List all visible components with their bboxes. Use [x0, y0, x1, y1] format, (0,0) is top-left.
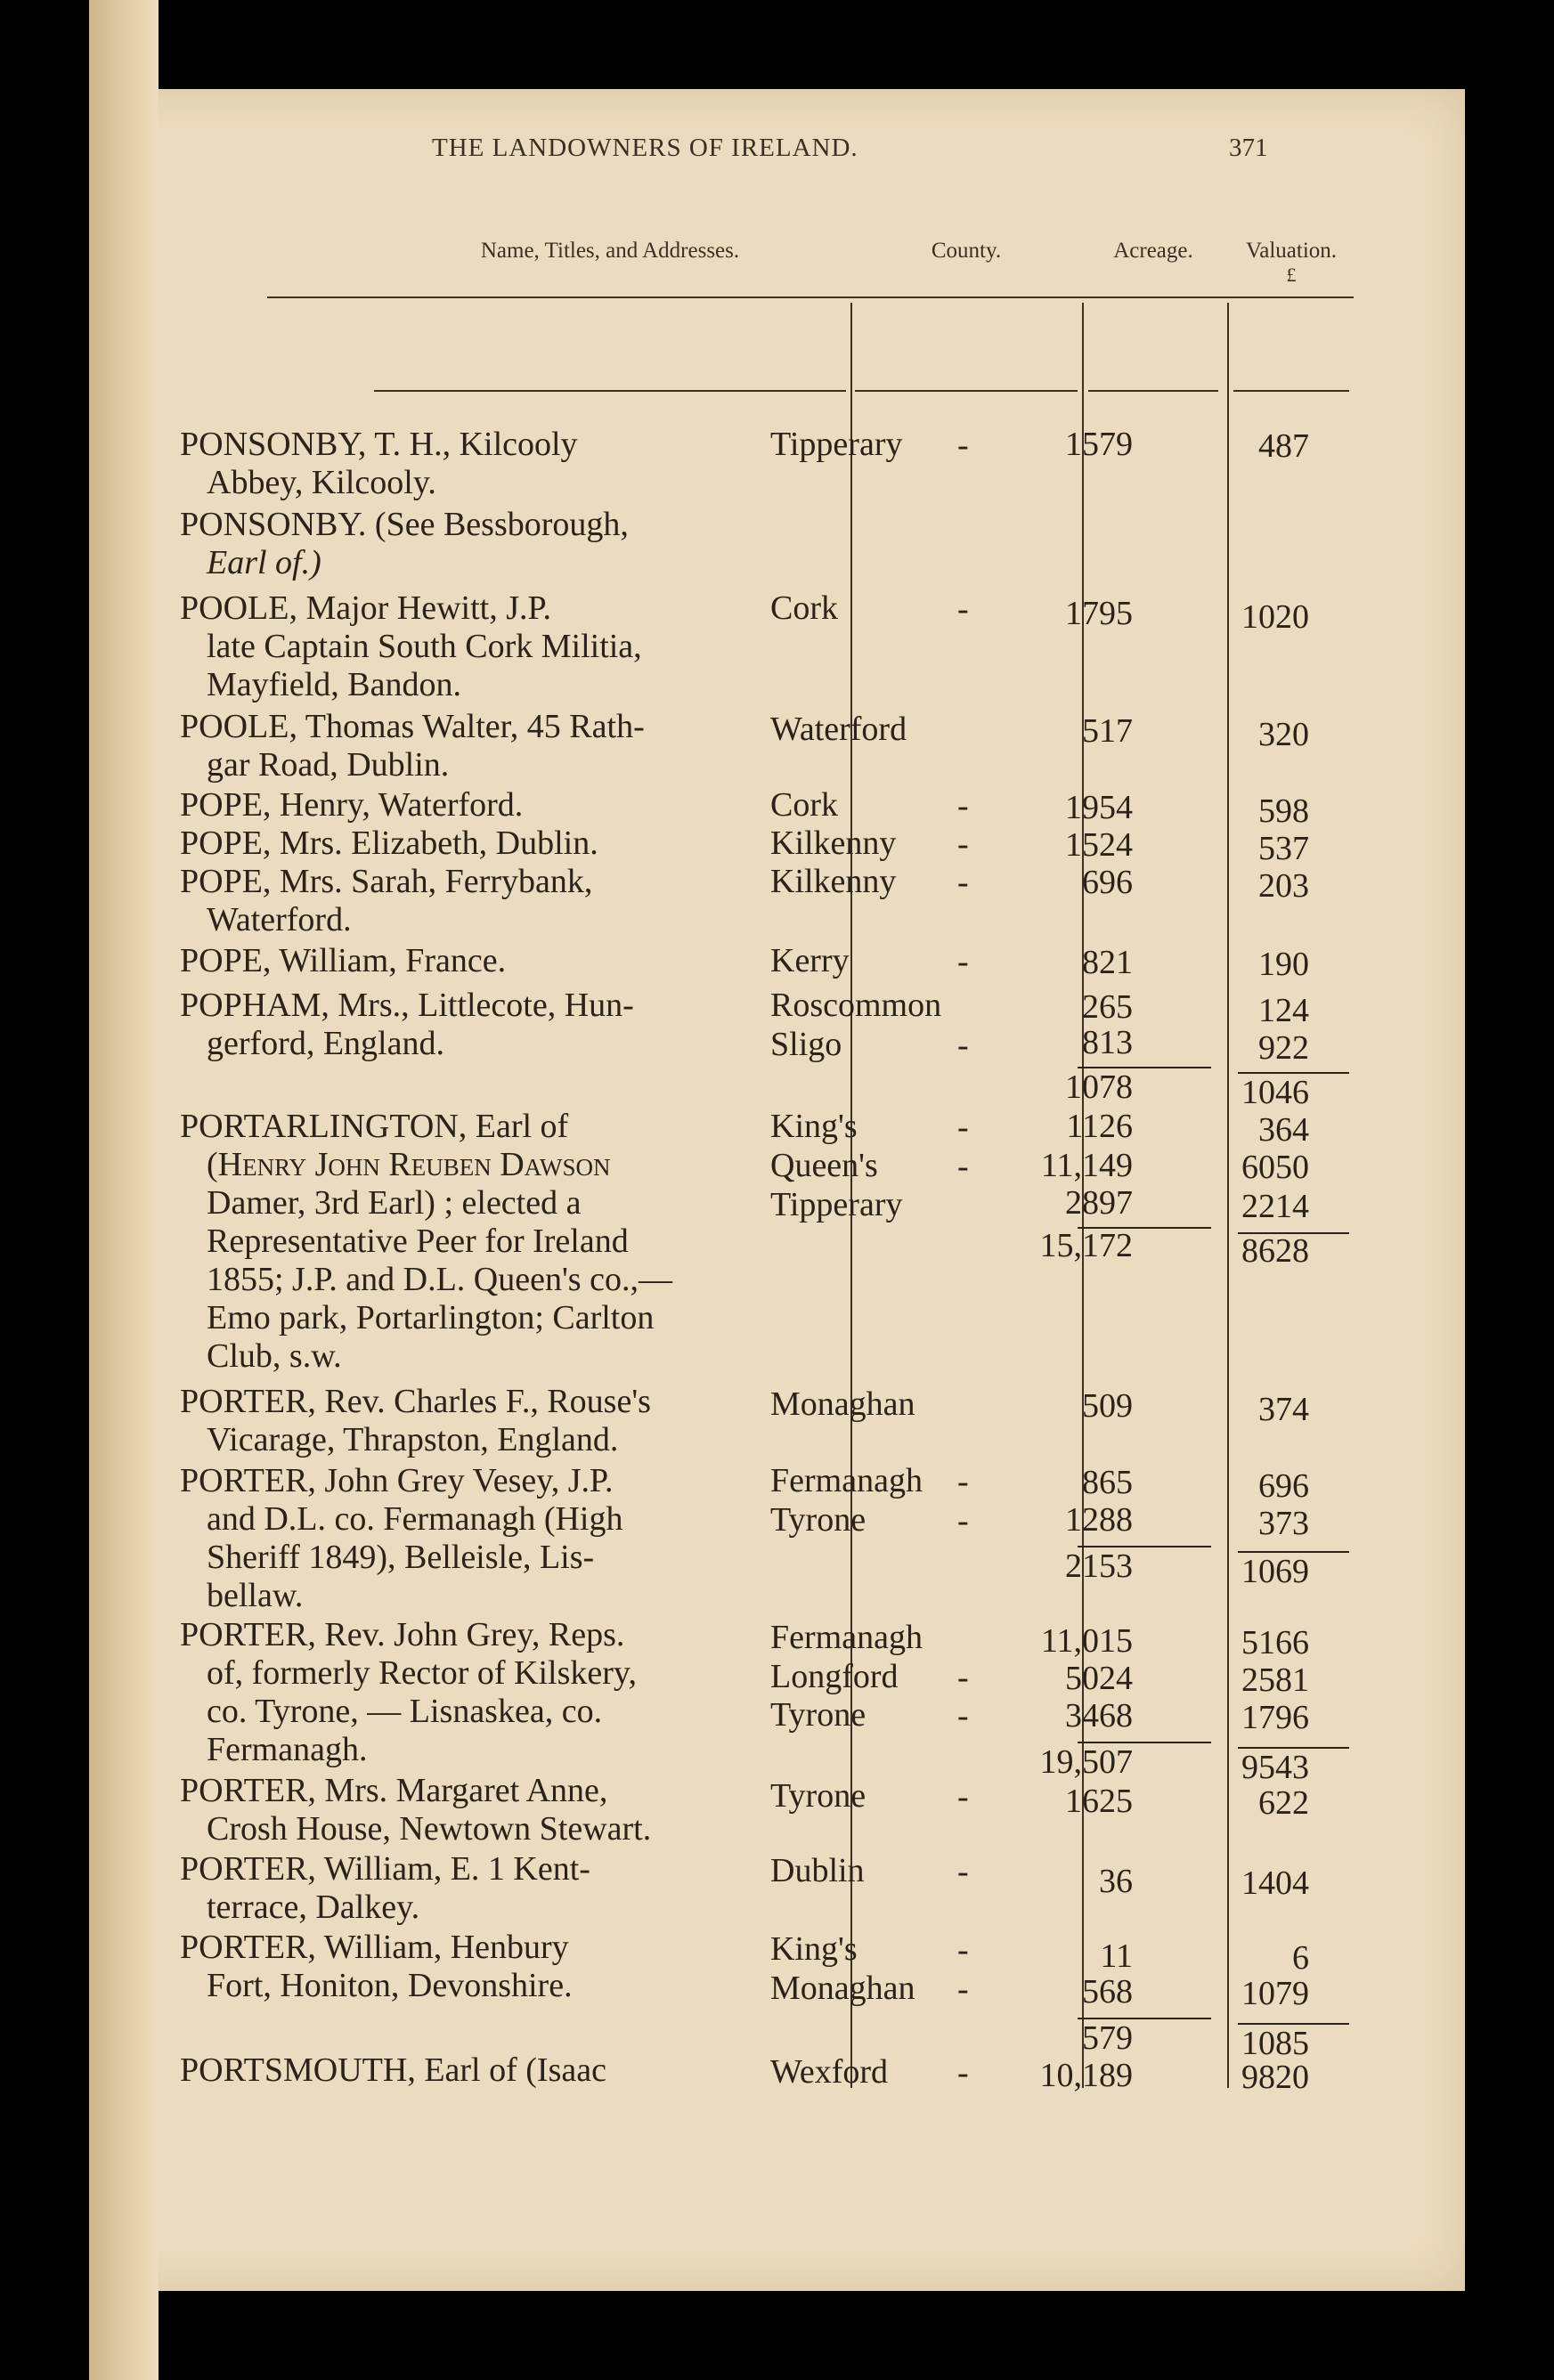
dash: -	[957, 1109, 969, 1146]
entry-valuation: 364	[1258, 1111, 1309, 1149]
entry-acreage: 865	[1082, 1464, 1133, 1501]
entry-valuation: 6050	[1241, 1149, 1309, 1186]
entry-total-valuation: 1069	[1241, 1553, 1309, 1590]
entry-valuation: 696	[1258, 1467, 1309, 1505]
entry-acreage: 696	[1082, 864, 1133, 901]
entry-county: Wexford	[770, 2053, 888, 2091]
dash: -	[957, 426, 969, 464]
entry-county: Dublin	[770, 1852, 865, 1889]
entry-name: POPE, Mrs. Sarah, Ferrybank, Waterford.	[180, 863, 593, 938]
entry-total-acreage: 1078	[1065, 1068, 1133, 1106]
entry-county: King's	[770, 1930, 858, 1968]
entry-acreage: 1795	[1065, 595, 1133, 632]
page-number: 371	[1229, 134, 1268, 162]
entry-name: POPE, Henry, Waterford.	[180, 786, 524, 824]
entry-name: POOLE, Thomas Walter, 45 Rath- gar Road, Dublin.	[180, 708, 645, 784]
entry-valuation: 374	[1258, 1391, 1309, 1428]
entry-name: PONSONBY, T. H., Kilcooly Abbey, Kilcooly.	[180, 426, 578, 501]
entry-acreage: 1579	[1065, 426, 1133, 463]
entry-acreage: 3468	[1065, 1697, 1133, 1734]
page-gutter	[89, 0, 159, 2380]
entry-acreage: 1288	[1065, 1501, 1133, 1539]
dash: -	[957, 1931, 969, 1969]
entry-valuation: 598	[1258, 792, 1309, 830]
entry-county: Tyrone	[770, 1501, 866, 1539]
running-header: THE LANDOWNERS OF IRELAND.	[432, 134, 858, 162]
entry-county: Cork	[770, 786, 838, 824]
entry-valuation: 320	[1258, 716, 1309, 753]
entry-acreage: 2897	[1065, 1184, 1133, 1222]
entry-county: Tipperary	[770, 426, 903, 463]
entry-valuation: 2214	[1241, 1188, 1309, 1225]
column-header-county: County.	[931, 239, 1002, 263]
entry-valuation: 6	[1292, 1939, 1309, 1977]
entry-total-acreage: 19,507	[1039, 1743, 1133, 1781]
dash: -	[957, 1778, 969, 1815]
entry-name: POPE, William, France.	[180, 942, 507, 979]
dash: -	[957, 1970, 969, 2008]
entry-valuation: 1404	[1241, 1864, 1309, 1902]
entry-acreage: 1126	[1066, 1108, 1133, 1145]
entry-acreage: 1524	[1065, 826, 1133, 864]
entry-acreage: 265	[1082, 988, 1133, 1026]
header-underline-county	[855, 390, 1078, 392]
entry-name: PORTER, Rev. Charles F., Rouse's Vicarage, Thrapston, England.	[180, 1383, 651, 1458]
entry-acreage: 509	[1082, 1387, 1133, 1425]
entry-acreage: 11,015	[1040, 1622, 1133, 1660]
entry-county: Cork	[770, 589, 838, 627]
entry-county: Sligo	[770, 1026, 842, 1063]
entry-name: PORTER, William, Henbury Fort, Honiton, Devonshire.	[180, 1929, 573, 2004]
entry-county: Kerry	[770, 942, 850, 979]
entry-county: Tyrone	[770, 1696, 866, 1734]
entry-valuation: 190	[1258, 946, 1309, 983]
entry-name: PORTER, Rev. John Grey, Reps. of, formerly Rector of Kilskery, co. Tyrone, — Lisnaskea, co. Fermanagh.	[180, 1616, 637, 1768]
entry-total-acreage: 579	[1082, 2019, 1133, 2057]
entry-acreage: 821	[1082, 944, 1133, 981]
column-header-acreage: Acreage.	[1113, 239, 1193, 263]
entry-total-valuation: 8628	[1241, 1232, 1309, 1270]
entry-name: POPE, Mrs. Elizabeth, Dublin.	[180, 824, 598, 862]
entry-county: Kilkenny	[770, 863, 897, 900]
dash: -	[957, 1148, 969, 1185]
dash: -	[957, 1502, 969, 1539]
entry-total-valuation: 1085	[1241, 2025, 1309, 2062]
entry-acreage: 11	[1100, 1937, 1133, 1975]
entry-total-valuation: 9543	[1241, 1749, 1309, 1786]
entry-acreage: 10,189	[1039, 2057, 1133, 2094]
entry-valuation: 1079	[1241, 1975, 1309, 2012]
entry-county: Tyrone	[770, 1777, 866, 1815]
dash: -	[957, 1463, 969, 1500]
entry-valuation: 1796	[1241, 1699, 1309, 1736]
dash: -	[957, 1027, 969, 1064]
entry-name: PORTARLINGTON, Earl of (Henry John Reuben Dawson Damer, 3rd Earl) ; elected a Representative Peer for Ireland 1855; J.P. and D.L. Queen's co.,— Emo park, Portarlington; Carlton Club, s.w.	[180, 1108, 672, 1375]
entry-county: Monaghan	[770, 1385, 915, 1423]
entry-valuation: 622	[1258, 1784, 1309, 1822]
entry-county: Kilkenny	[770, 824, 897, 862]
entry-county: Monaghan	[770, 1970, 915, 2007]
entry-valuation: 203	[1258, 867, 1309, 905]
dash: -	[957, 2054, 969, 2092]
entry-county: Waterford	[770, 711, 907, 748]
entry-acreage: 568	[1082, 1973, 1133, 2010]
entry-acreage: 5024	[1065, 1660, 1133, 1697]
column-header-valuation: Valuation.	[1245, 239, 1338, 263]
dash: -	[957, 1697, 969, 1734]
entry-name: PONSONBY. (See Bessborough, Earl of.)	[180, 506, 629, 581]
entry-valuation: 124	[1258, 992, 1309, 1029]
entry-total-acreage: 2153	[1065, 1547, 1133, 1585]
entry-county: Fermanagh	[770, 1619, 923, 1656]
header-underline-name	[374, 390, 846, 392]
table-top-rule	[267, 296, 1354, 298]
entry-name: POPHAM, Mrs., Littlecote, Hun- gerford, England.	[180, 987, 634, 1062]
entry-name: PORTER, Mrs. Margaret Anne, Crosh House, Newtown Stewart.	[180, 1772, 652, 1848]
entry-county: Queen's	[770, 1147, 878, 1184]
entry-valuation: 922	[1258, 1029, 1309, 1067]
entry-valuation: 487	[1258, 427, 1309, 465]
entry-acreage: 517	[1082, 712, 1133, 750]
entry-valuation: 2581	[1241, 1661, 1309, 1699]
dash: -	[957, 825, 969, 863]
entry-county: Fermanagh	[770, 1462, 923, 1499]
dash: -	[957, 787, 969, 824]
entry-name: POOLE, Major Hewitt, J.P. late Captain South Cork Militia, Mayfield, Bandon.	[180, 589, 642, 703]
column-header-valuation-unit: £	[1286, 264, 1297, 286]
entry-valuation: 5166	[1241, 1624, 1309, 1661]
entry-acreage: 1625	[1065, 1783, 1133, 1820]
entry-acreage: 36	[1099, 1863, 1133, 1900]
header-underline-acreage	[1088, 390, 1218, 392]
entry-total-valuation: 1046	[1241, 1074, 1309, 1111]
entry-acreage: 813	[1082, 1024, 1133, 1061]
header-underline-valuation	[1233, 390, 1349, 392]
entry-valuation: 537	[1258, 830, 1309, 867]
dash: -	[957, 1853, 969, 1890]
entry-valuation: 373	[1258, 1505, 1309, 1542]
entry-county: King's	[770, 1108, 858, 1145]
dash: -	[957, 943, 969, 980]
entry-county: Roscommon	[770, 987, 942, 1024]
dash: -	[957, 590, 969, 628]
column-header-name: Name, Titles, and Addresses.	[480, 239, 740, 263]
entry-name: PORTER, John Grey Vesey, J.P. and D.L. co. Fermanagh (High Sheriff 1849), Belleisle, Lis- bellaw.	[180, 1462, 623, 1614]
dash: -	[957, 1659, 969, 1696]
entry-name: PORTER, William, E. 1 Kent- terrace, Dalkey.	[180, 1850, 590, 1926]
entry-total-acreage: 15,172	[1039, 1227, 1133, 1264]
entry-valuation: 9820	[1241, 2059, 1309, 2096]
entry-county: Tipperary	[770, 1186, 903, 1223]
dash: -	[957, 864, 969, 901]
entry-acreage: 1954	[1065, 789, 1133, 826]
entry-acreage: 11,149	[1040, 1147, 1133, 1184]
entry-valuation: 1020	[1241, 598, 1309, 636]
entry-name: PORTSMOUTH, Earl of (Isaac	[180, 2051, 606, 2089]
entry-county: Longford	[770, 1658, 899, 1695]
